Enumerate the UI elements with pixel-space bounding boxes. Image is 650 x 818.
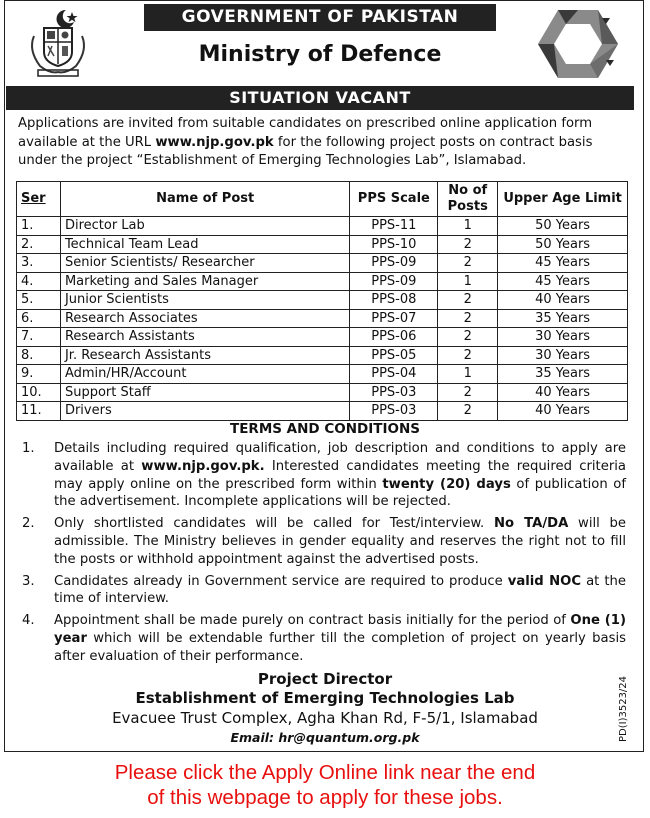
cell-ser: 7. — [17, 328, 61, 347]
term-emphasis: valid NOC — [507, 573, 582, 589]
cell-age-limit: 50 Years — [498, 217, 628, 236]
cell-pps-scale: PPS-09 — [350, 254, 438, 273]
term-number: 1. — [22, 441, 35, 456]
cell-ser: 8. — [17, 346, 61, 365]
term-segment: Appointment shall be made purely on contract basis initially for the period of — [54, 613, 571, 629]
intro-paragraph — [18, 115, 628, 171]
term-emphasis: twenty (20) days — [382, 476, 511, 492]
cell-name: Admin/HR/Account — [60, 365, 349, 384]
cell-name: Senior Scientists/ Researcher — [60, 254, 349, 273]
cell-pps-scale: PPS-04 — [350, 365, 438, 384]
cell-ser: 5. — [17, 291, 61, 310]
apply-note-line-1: Please click the Apply Online link near the end — [114, 761, 536, 784]
cell-pps-scale: PPS-03 — [350, 402, 438, 421]
term-item — [22, 612, 626, 665]
intro-text-end: for the following project posts on contract basis under the project “Establishment of Emerging Technologies Lab”, Islamabad. — [18, 134, 593, 168]
cell-ser: 11. — [17, 402, 61, 421]
term-emphasis: No TA/DA — [493, 516, 569, 532]
header-name-of-post: Name of Post — [60, 182, 349, 217]
cell-no-of-posts: 1 — [438, 272, 498, 291]
cell-ser: 1. — [17, 217, 61, 236]
term-number: 4. — [22, 613, 35, 629]
table-row — [17, 346, 628, 365]
cell-age-limit: 35 Years — [498, 309, 628, 328]
state-emblem-icon — [26, 6, 90, 80]
term-number: 3. — [22, 573, 35, 589]
cell-no-of-posts: 2 — [438, 383, 498, 402]
situation-vacant-banner: SITUATION VACANT — [6, 86, 634, 110]
cell-no-of-posts: 2 — [438, 291, 498, 310]
intro-text-start: Applications are invited from suitable candidates on prescribed online application form available at the URL — [18, 116, 593, 150]
cell-age-limit: 35 Years — [498, 365, 628, 384]
cell-name: Support Staff — [60, 383, 349, 402]
cell-pps-scale: PPS-03 — [350, 383, 438, 402]
cell-pps-scale: PPS-05 — [350, 346, 438, 365]
table-header-row — [17, 182, 628, 217]
term-segment: of publication of the advertisement. Incomplete applications will be rejected. — [54, 476, 627, 510]
cell-no-of-posts: 1 — [438, 365, 498, 384]
term-segment: will be admissible. The Ministry believes in gender equality and reserves the right not to fill the posts or withhold appointment against the advertised posts. — [54, 516, 627, 567]
technology-lab-logo — [536, 8, 620, 80]
cell-no-of-posts: 2 — [438, 309, 498, 328]
cell-ser: 10. — [17, 383, 61, 402]
term-text — [54, 440, 626, 511]
table-row — [17, 328, 628, 347]
header-upper-age-limit: Upper Age Limit — [498, 182, 628, 217]
term-emphasis: One (1) year — [54, 613, 626, 646]
ministry-title: Ministry of Defence — [198, 42, 442, 67]
cell-ser: 9. — [17, 365, 61, 384]
term-segment: Details including required qualification, job description and conditions to apply are available at — [54, 441, 626, 474]
cell-ser: 3. — [17, 254, 61, 273]
cell-age-limit: 50 Years — [498, 235, 628, 254]
cell-age-limit: 30 Years — [498, 346, 628, 365]
term-segment: at the time of interview. — [54, 573, 627, 607]
cell-age-limit: 45 Years — [498, 254, 628, 273]
cell-no-of-posts: 2 — [438, 402, 498, 421]
cell-ser: 6. — [17, 309, 61, 328]
cell-name: Research Assistants — [60, 328, 349, 347]
term-text — [54, 515, 626, 568]
cell-name: Director Lab — [60, 217, 349, 236]
cell-no-of-posts: 1 — [438, 217, 498, 236]
cell-pps-scale: PPS-06 — [350, 328, 438, 347]
cell-age-limit: 40 Years — [498, 383, 628, 402]
term-item — [22, 515, 626, 568]
table-row — [17, 217, 628, 236]
table-row — [17, 254, 628, 273]
cell-name: Technical Team Lead — [60, 235, 349, 254]
cell-age-limit: 30 Years — [498, 328, 628, 347]
terms-list — [22, 440, 626, 670]
term-item — [22, 440, 626, 511]
term-segment: Candidates already in Government service are required to produce — [54, 573, 508, 589]
apply-online-note — [0, 760, 650, 810]
posts-table — [16, 181, 628, 421]
cell-no-of-posts: 2 — [438, 235, 498, 254]
header-ser: Ser — [17, 182, 61, 217]
cell-name: Drivers — [60, 402, 349, 421]
cell-pps-scale: PPS-11 — [350, 217, 438, 236]
table-row — [17, 272, 628, 291]
cell-pps-scale: PPS-10 — [350, 235, 438, 254]
term-segment: Only shortlisted candidates will be called for Test/interview. — [54, 516, 494, 532]
term-segment: Interested candidates meeting the required criteria may apply online on the prescribed form within — [54, 458, 626, 492]
terms-title: TERMS AND CONDITIONS — [230, 421, 420, 437]
cell-age-limit: 40 Years — [498, 291, 628, 310]
cell-name: Junior Scientists — [60, 291, 349, 310]
term-text — [54, 573, 626, 609]
term-text — [54, 612, 626, 665]
header-no-of-posts: No of Posts — [438, 182, 498, 217]
address: Evacuee Trust Complex, Agha Khan Rd, F-5/1, Islamabad — [112, 709, 538, 727]
cell-ser: 4. — [17, 272, 61, 291]
term-number: 2. — [22, 516, 35, 532]
email: Email: hr@quantum.org.pk — [230, 730, 420, 745]
government-title: GOVERNMENT OF PAKISTAN — [144, 4, 496, 31]
intro-url: www.njp.gov.pk — [155, 134, 274, 150]
cell-name: Research Associates — [60, 309, 349, 328]
table-row — [17, 291, 628, 310]
table-row — [17, 383, 628, 402]
term-item — [22, 573, 626, 609]
cell-no-of-posts: 2 — [438, 254, 498, 273]
cell-no-of-posts: 2 — [438, 346, 498, 365]
term-emphasis: www.njp.gov.pk. — [141, 458, 265, 474]
cell-ser: 2. — [17, 235, 61, 254]
cell-no-of-posts: 2 — [438, 328, 498, 347]
designation: Project Director — [257, 670, 393, 688]
term-segment: which will be extendable further till the completion of project on yearly basis after evaluation of their performance. — [54, 630, 626, 664]
header-pps-scale: PPS Scale — [350, 182, 438, 217]
organization-name: Establishment of Emerging Technologies Lab — [135, 689, 515, 707]
cell-pps-scale: PPS-08 — [350, 291, 438, 310]
table-row — [17, 402, 628, 421]
apply-note-line-2: of this webpage to apply for these jobs. — [147, 786, 503, 809]
reference-number: PD(I)3523/24 — [618, 675, 629, 742]
cell-age-limit: 45 Years — [498, 272, 628, 291]
cell-pps-scale: PPS-07 — [350, 309, 438, 328]
table-row — [17, 309, 628, 328]
cell-name: Jr. Research Assistants — [60, 346, 349, 365]
cell-pps-scale: PPS-09 — [350, 272, 438, 291]
table-row — [17, 235, 628, 254]
cell-name: Marketing and Sales Manager — [60, 272, 349, 291]
table-row — [17, 365, 628, 384]
cell-age-limit: 40 Years — [498, 402, 628, 421]
